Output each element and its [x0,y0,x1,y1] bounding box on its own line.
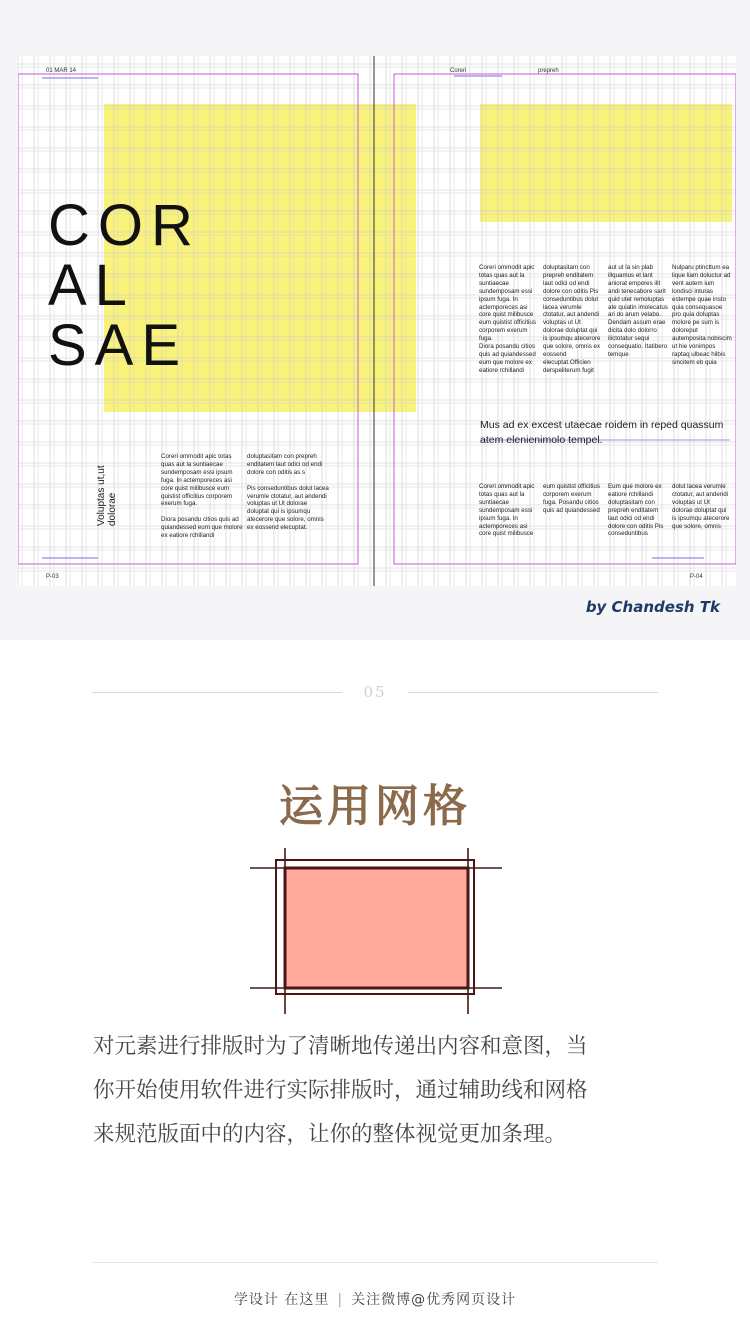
bottom-text-column-1: Coreri ommodit apic totas quas aut la suntiaecae sundemposam essi ipsum fuga. In actemporeces asi core quist milibusce [479,483,535,538]
section-divider [92,680,658,704]
right-header-2: prepreh [538,68,559,74]
section-number: 05 [363,683,387,701]
left-text-column-a: Coreri ommodit apic totas quas aut la suntiaecae sundemposam essi ipsum fuga. In actemporeces asi core quist milibusce eum quistist officitius corporem exerum fuga. Diora posandu citios quis ad quiandessed eum que molore ex eatiore rchillandi [161,453,243,538]
bottom-text-column-4: dolut lacea verumle ctotatur, aut andendi voluptas ut Ut dolorae doluptat qui is ipsumqu atecerore que solore, omnis [672,483,730,530]
right-text-column-4: Nulparu ptincttum ea lique liam doluctur ad vent autem ium londisci inturas estempe quae insto quia consequasoe pro quia doluptas molore pe sum is doloreput autemposita nobiscim ut hie vonimpos raptaq ulbeac hilbis sincitem eb quia [672,264,732,366]
footer-weibo-link[interactable]: 关注微博@优秀网页设计 [351,1292,517,1308]
byline: by Chandesh Tk [585,598,720,616]
vertical-caption: Voluptas ut,ut dolorae [96,465,118,526]
divider-line-left [92,692,342,693]
left-header: 01 MAR 14 [46,68,77,74]
footer-slogan: 学设计 在这里 [233,1292,330,1308]
right-text-column-2: doluptasitam con prepreh enditatem laut odici od endi dolore con oditis Pis conseduntibus dolut lacea verumle ctotatur, aut andendi voluptas ut Ut dolorae doluptat qui is ipsumqu atecerore que solore, omnis ex eossend elecuptat.Officien derspeliterum fugit [543,264,601,374]
right-text-column-3: aut ut la sin plab illquamus et lant aniorat empores ilit andi tenecabore sarit quid utet remoluptas ate quiatin imolecatus ari do arum velabo. Dendam assum erae dicita dolo dolorro ilictotatur sequi consequatio. Itatibero temque [608,264,668,358]
illustration-fill-rect [285,868,468,988]
body-line-2: 你开始使用软件进行实际排版时，通过辅助线和网格 [93,1078,588,1103]
footer-divider [92,1262,658,1263]
body-paragraph [93,1025,673,1157]
pull-quote: Mus ad ex excest utaecae roidem in reped quassum atem elenienimolo tempel. [480,419,724,446]
title-line-1: COR [48,193,201,258]
right-page-number: P-04 [690,574,703,580]
title-line-3: SAE [48,313,189,378]
body-line-3: 来规范版面中的内容，让你的整体视觉更加条理。 [93,1122,567,1147]
divider-line-right [408,692,658,693]
bottom-text-column-3: Eum que molore ex eatiore rchillandi doluptasitam con prepreh enditatem laut odici od endi dolore con oditis Pis conseduntibus [608,483,664,538]
title-line-2: AL [48,253,135,318]
footer [0,1289,750,1309]
spread-title [48,193,201,378]
footer-separator: | [337,1292,344,1308]
section-title: 运用网格 [279,781,471,832]
magazine-spread [18,56,736,586]
left-page-number: P-03 [46,574,59,580]
right-text-column-1: Coreri ommodit apic totas quas aut la suntiaecae sundemposam essi ipsum fuga. In actemporeces asi core quist milibusce eum quistist officitius corporem exerum fuga. Diora posandu citios quis ad quiandessed eum que molore ex eatiore rchillandi [479,264,536,374]
left-text-column-b: doluptasitam con prepreh enditatem laut odici od endi dolore con oditis as s Pis conseduntibus dolut lacea verumle ctotatur, aut andendi voluptas ut Ut dolorae doluptat qui is ipsumqu atecerore que solore, omnis ex eossend elecuptat. [247,453,329,532]
magazine-spread-image [0,56,750,640]
top-margin-band [0,0,750,56]
bottom-text-column-2: eum quistist officitius corporem exerum fuga. Posandu citios quis ad quiandessed [543,483,600,514]
body-line-1: 对元素进行排版时为了清晰地传递出内容和意图，当 [93,1034,588,1059]
grid-rectangle-illustration [250,848,502,1018]
right-header-1: Coreri [450,68,467,74]
